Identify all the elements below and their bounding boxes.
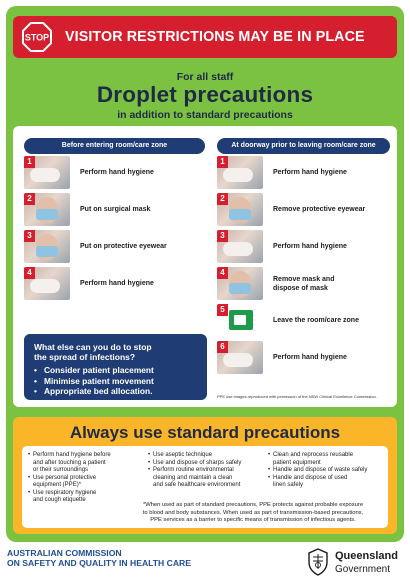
queensland-crest-icon xyxy=(305,547,331,577)
acsqhc-line-2: ON SAFETY AND QUALITY IN HEALTH CARE xyxy=(7,558,191,568)
banner-text: VISITOR RESTRICTIONS MAY BE IN PLACE xyxy=(65,29,365,45)
queensland-government-label: Government xyxy=(335,564,391,575)
before-step-4 xyxy=(24,267,154,300)
hand-hygiene-icon xyxy=(217,230,263,263)
list-item: • Minimise patient movement xyxy=(34,376,197,387)
step-label: Put on protective eyewear xyxy=(80,243,167,250)
image-credit: PPE use images reproduced with permission of the NSW Clinical Excellence Commission. xyxy=(217,394,377,399)
hand-hygiene-icon xyxy=(217,156,263,189)
exit-sign-icon xyxy=(217,304,263,337)
queensland-government-logo xyxy=(305,547,405,579)
what-else-box xyxy=(24,334,207,400)
list-item: • Use personal protective equipment (PPE)* xyxy=(28,475,138,490)
protective-eyewear-icon xyxy=(24,230,70,263)
list-item: • Use respiratory hygiene and cough etiquette xyxy=(28,490,138,505)
before-step-1 xyxy=(24,156,154,189)
remove-eyewear-icon xyxy=(217,193,263,226)
hand-hygiene-icon xyxy=(217,341,263,374)
step-number: 4 xyxy=(24,267,35,279)
step-label: Remove mask and dispose of mask xyxy=(273,275,335,292)
step-label: Put on surgical mask xyxy=(80,206,151,213)
step-label: Perform hand hygiene xyxy=(273,354,347,361)
what-else-list xyxy=(34,365,197,397)
standard-precautions-title: Always use standard precautions xyxy=(69,423,341,442)
list-item: • Clean and reprocess reusable patient equipment xyxy=(268,452,384,467)
standard-precautions-panel xyxy=(13,417,397,534)
at-doorway-heading: At doorway prior to leaving room/care zone xyxy=(217,138,390,154)
doorway-step-1 xyxy=(217,156,347,189)
step-number: 3 xyxy=(217,230,228,242)
step-label: Perform hand hygiene xyxy=(273,243,347,250)
step-number: 5 xyxy=(217,304,228,316)
step-label: Perform hand hygiene xyxy=(80,280,154,287)
list-item: • Consider patient placement xyxy=(34,365,197,376)
list-item: • Handle and dispose of waste safely xyxy=(268,467,384,475)
what-else-title: What else can you do to stop the spread of infections? xyxy=(34,342,152,362)
steps-card xyxy=(13,126,397,407)
precautions-column-3 xyxy=(268,452,384,490)
before-step-2 xyxy=(24,193,150,226)
page-subtitle: in addition to standard precautions xyxy=(117,109,293,121)
ppe-footnote: *When used as part of standard precautions, PPE protects against probable exposure to blood and body substances. When used as part of transmission-based precautions, PPE services as a barrier to specific means of transmission of infectious agents. xyxy=(142,502,364,523)
precautions-column-1 xyxy=(28,452,138,505)
acsqhc-logo xyxy=(7,548,191,568)
visitor-restrictions-banner xyxy=(13,16,397,58)
list-item: • Use and dispose of sharps safely xyxy=(148,460,263,468)
doorway-step-6 xyxy=(217,341,347,374)
list-item: • Handle and dispose of used linen safely xyxy=(268,475,384,490)
before-step-3 xyxy=(24,230,167,263)
step-number: 3 xyxy=(24,230,35,242)
doorway-step-5 xyxy=(217,304,359,337)
stop-sign-icon xyxy=(21,21,53,53)
page-title: Droplet precautions xyxy=(96,82,314,107)
doorway-step-4 xyxy=(217,267,334,300)
step-label: Leave the room/care zone xyxy=(273,317,359,324)
audience-label: For all staff xyxy=(176,71,234,83)
acsqhc-line-1: AUSTRALIAN COMMISSION xyxy=(7,548,122,558)
step-number: 4 xyxy=(217,267,228,279)
step-number: 1 xyxy=(24,156,35,168)
doorway-step-3 xyxy=(217,230,347,263)
doorway-step-2 xyxy=(217,193,365,226)
remove-mask-icon xyxy=(217,267,263,300)
step-number: 1 xyxy=(217,156,228,168)
list-item: • Perform routine environmental cleaning and maintain a clean and safe healthcare environment xyxy=(148,467,263,490)
before-entering-heading: Before entering room/care zone xyxy=(24,138,205,154)
step-label: Perform hand hygiene xyxy=(273,169,347,176)
list-item: • Perform hand hygiene before and after touching a patient or their surroundings xyxy=(28,452,138,475)
list-item: • Appropriate bed allocation. xyxy=(34,386,197,397)
queensland-name: Queensland xyxy=(335,550,398,562)
precautions-column-2 xyxy=(148,452,263,490)
step-number: 2 xyxy=(217,193,228,205)
hand-hygiene-icon xyxy=(24,267,70,300)
standard-precautions-box xyxy=(22,446,388,528)
step-label: Remove protective eyewear xyxy=(273,206,366,213)
surgical-mask-icon xyxy=(24,193,70,226)
list-item: • Use aseptic technique xyxy=(148,452,263,460)
step-label: Perform hand hygiene xyxy=(80,169,154,176)
step-number: 6 xyxy=(217,341,228,353)
stop-sign-text: STOP xyxy=(24,32,50,43)
step-number: 2 xyxy=(24,193,35,205)
hand-hygiene-icon xyxy=(24,156,70,189)
